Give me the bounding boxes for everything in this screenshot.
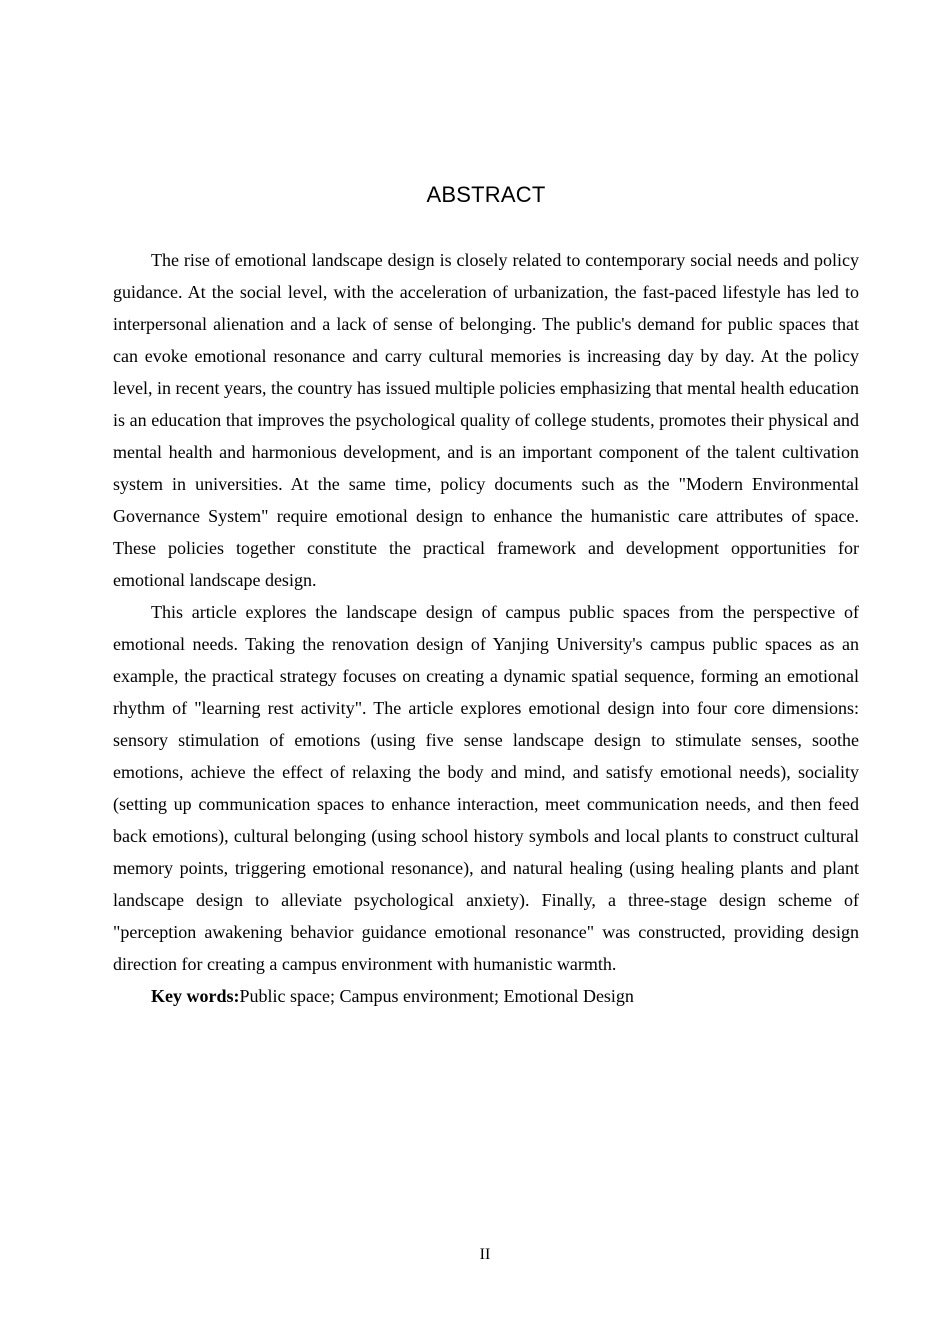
page-number: II [479,1246,491,1263]
keywords-line [113,980,859,1012]
keywords-value: Public space; Campus environment; Emotional Design [239,986,634,1006]
keywords-label: Key words: [151,986,240,1006]
abstract-paragraph-1: The rise of emotional landscape design is closely related to contemporary social needs and policy guidance. At the social level, with the acceleration of urbanization, the fast-paced lifestyle has led to interpersonal alienation and a lack of sense of belonging. The public's demand for public spaces that can evoke emotional resonance and carry cultural memories is increasing day by day. At the policy level, in recent years, the country has issued multiple policies emphasizing that mental health education is an education that improves the psychological quality of college students, promotes their physical and mental health and harmonious development, and is an important component of the talent cultivation system in universities. At the same time, policy documents such as the "Modern Environmental Governance System" require emotional design to enhance the humanistic care attributes of space. These policies together constitute the practical framework and development opportunities for emotional landscape design. [113,250,859,590]
abstract-body [113,244,859,1012]
abstract-paragraph-2: This article explores the landscape design of campus public spaces from the perspective of emotional needs. Taking the renovation design of Yanjing University's campus public spaces as an example, the practical strategy focuses on creating a dynamic spatial sequence, forming an emotional rhythm of "learning rest activity". The article explores emotional design into four core dimensions: sensory stimulation of emotions (using five sense landscape design to stimulate senses, soothe emotions, achieve the effect of relaxing the body and mind, and satisfy emotional needs), sociality (setting up communication spaces to enhance interaction, meet communication needs, and then feed back emotions), cultural belonging (using school history symbols and local plants to construct cultural memory points, triggering emotional resonance), and natural healing (using healing plants and plant landscape design to alleviate psychological anxiety). Finally, a three-stage design scheme of "perception awakening behavior guidance emotional resonance" was constructed, providing design direction for creating a campus environment with humanistic warmth. [113,602,859,974]
abstract-title: ABSTRACT [426,182,546,207]
